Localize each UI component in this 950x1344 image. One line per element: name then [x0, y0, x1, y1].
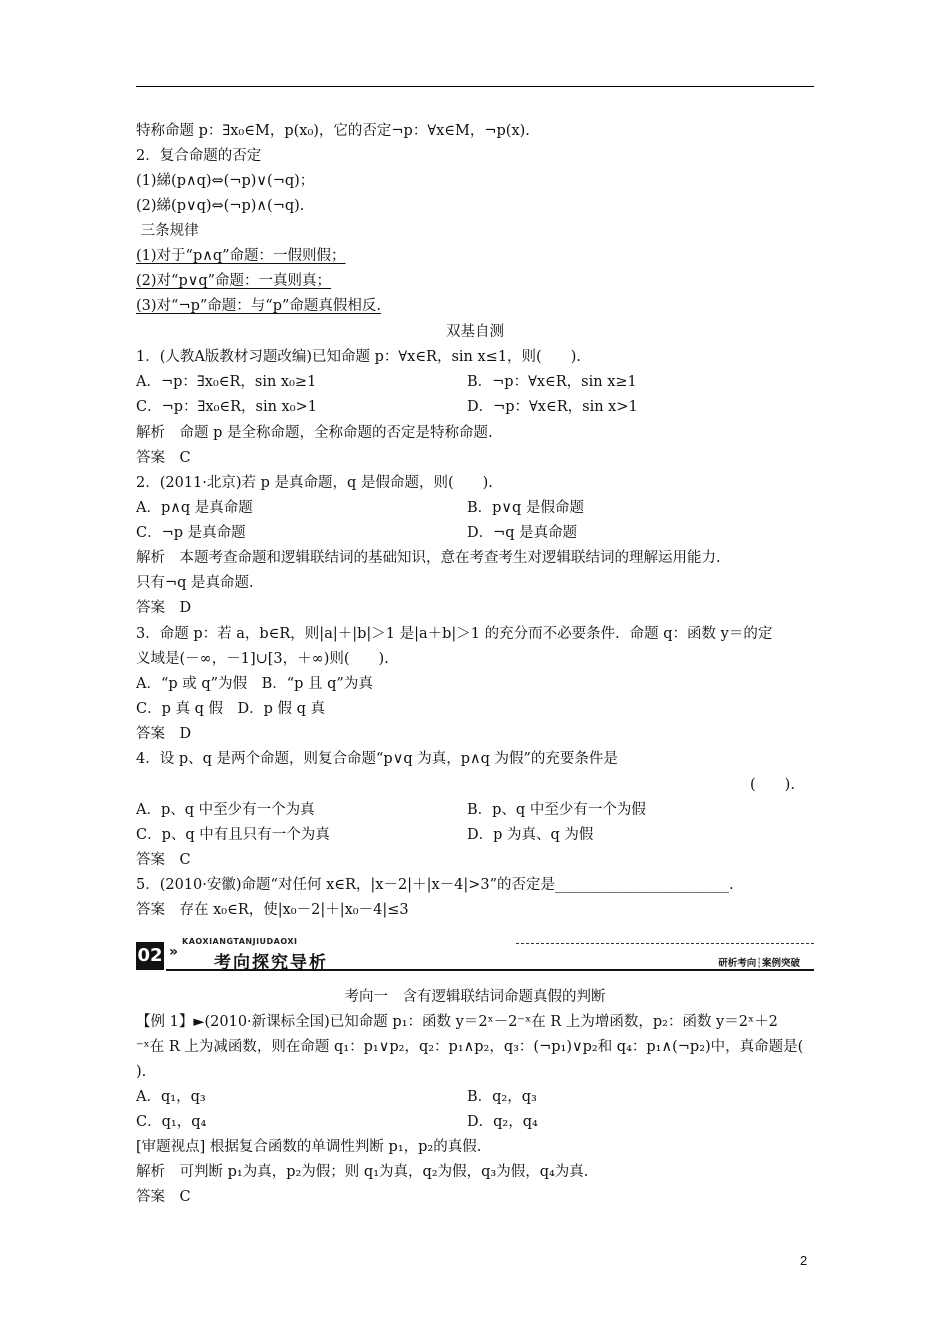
banner-number: 02 [136, 942, 164, 970]
analysis: 解析 本题考查命题和逻辑联结词的基础知识，意在考查考生对逻辑联结词的理解运用能力. [136, 550, 721, 566]
option-d: D．¬q 是真命题 [467, 525, 578, 541]
rule-item: (3)对“¬p”命题：与“p”命题真假相反. [136, 298, 382, 314]
section-banner [136, 938, 814, 972]
rule-item: (1)对于“p∧q”命题：一假则假； [136, 248, 346, 264]
text-line: (1)綈(p∧q)⇔(¬p)∨(¬q)； [136, 173, 315, 189]
answer: 答案 D [136, 600, 192, 616]
option-c: C．¬p 是真命题 [136, 525, 246, 541]
question-stem: 4．设 p、q 是两个命题，则复合命题“p∨q 为真，p∧q 为假”的充要条件是 [136, 751, 618, 767]
topic-title: 考向一 含有逻辑联结词命题真假的判断 [344, 989, 606, 1005]
banner-tag: 研析考向┆案例突破 [718, 958, 800, 969]
question-stem: 义域是(－∞，－1]∪[3，＋∞)则( ). [136, 651, 389, 667]
question-stem: 2．(2011·北京)若 p 是真命题，q 是假命题，则( ). [136, 475, 493, 491]
banner-dashed-rule [516, 943, 814, 944]
option-d: D．¬p：∀x∈R，sin x>1 [467, 399, 638, 415]
answer: 答案 存在 x₀∈R，使|x₀－2|＋|x₀－4|≤3 [136, 902, 409, 918]
analysis: 只有¬q 是真命题. [136, 575, 254, 591]
analysis: 解析 命题 p 是全称命题，全称命题的否定是特称命题. [136, 425, 493, 441]
text-line: (2)綈(p∨q)⇔(¬p)∧(¬q). [136, 198, 305, 214]
option-b: B．¬p：∀x∈R，sin x≥1 [467, 374, 637, 390]
option-c: C．p、q 中有且只有一个为真 [136, 827, 330, 843]
answer: 答案 C [136, 852, 191, 868]
header-rule [136, 86, 814, 87]
option-c: C．¬p：∃x₀∈R，sin x₀>1 [136, 399, 317, 415]
option-d: D．q₂，q₄ [467, 1114, 538, 1130]
question-stem: 3．命题 p：若 a，b∈R，则|a|＋|b|＞1 是|a＋b|＞1 的充分而不必要条件．命题 q：函数 y＝的定 [136, 626, 773, 642]
option-c: C．q₁，q₄ [136, 1114, 207, 1130]
banner-title: 考向探究导析 [214, 953, 328, 973]
option-a: A．p∧q 是真命题 [136, 500, 253, 516]
banner-pinyin: KAOXIANGTANJIUDAOXI [182, 937, 298, 946]
options: C．p 真 q 假 D．p 假 q 真 [136, 701, 326, 717]
option-a: A．p、q 中至少有一个为真 [136, 802, 315, 818]
banner-underline [166, 969, 814, 971]
page-number: 2 [800, 1253, 808, 1268]
option-a: A．¬p：∃x₀∈R，sin x₀≥1 [136, 374, 317, 390]
option-b: B．p∨q 是假命题 [467, 500, 584, 516]
options: A．“p 或 q”为假 B．“p 且 q”为真 [136, 676, 373, 692]
question-stem: 5．(2010·安徽)命题“对任何 x∈R，|x－2|＋|x－4|>3”的否定是________________________. [136, 877, 734, 893]
option-a: A．q₁，q₃ [136, 1089, 206, 1105]
option-b: B．p、q 中至少有一个为假 [467, 802, 646, 818]
rule-item: (2)对“p∨q”命题：一真则真； [136, 273, 332, 289]
answer-paren: ( ). [750, 777, 795, 793]
example-stem: ⁻ˣ在 R 上为减函数，则在命题 q₁：p₁∨p₂，q₂：p₁∧p₂，q₃：(¬p₁)∨p₂和 q₄：p₁∧(¬p₂)中，真命题是( [136, 1039, 804, 1055]
rule-heading: 三条规律 [136, 223, 199, 239]
analysis: 解析 可判断 p₁为真，p₂为假；则 q₁为真，q₂为假，q₃为假，q₄为真. [136, 1164, 589, 1180]
answer: 答案 C [136, 450, 191, 466]
question-stem: 1．(人教A版教材习题改编)已知命题 p：∀x∈R，sin x≤1，则( ). [136, 349, 581, 365]
review-viewpoint: [审题视点] 根据复合函数的单调性判断 p₁，p₂的真假. [136, 1139, 482, 1155]
text-line: 2．复合命题的否定 [136, 148, 262, 164]
text-line: 特称命题 p：∃x₀∈M，p(x₀)，它的否定¬p：∀x∈M，¬p(x). [136, 123, 530, 139]
section-title: 双基自测 [446, 324, 504, 340]
example-stem: ). [136, 1064, 147, 1080]
answer: 答案 D [136, 726, 192, 742]
chevron-right-icon: » [169, 944, 179, 960]
example-stem: 【例 1】►(2010·新课标全国)已知命题 p₁：函数 y＝2ˣ－2⁻ˣ在 R 上为增函数，p₂：函数 y＝2ˣ＋2 [136, 1014, 778, 1030]
option-d: D．p 为真、q 为假 [467, 827, 594, 843]
answer: 答案 C [136, 1189, 191, 1205]
option-b: B．q₂，q₃ [467, 1089, 537, 1105]
